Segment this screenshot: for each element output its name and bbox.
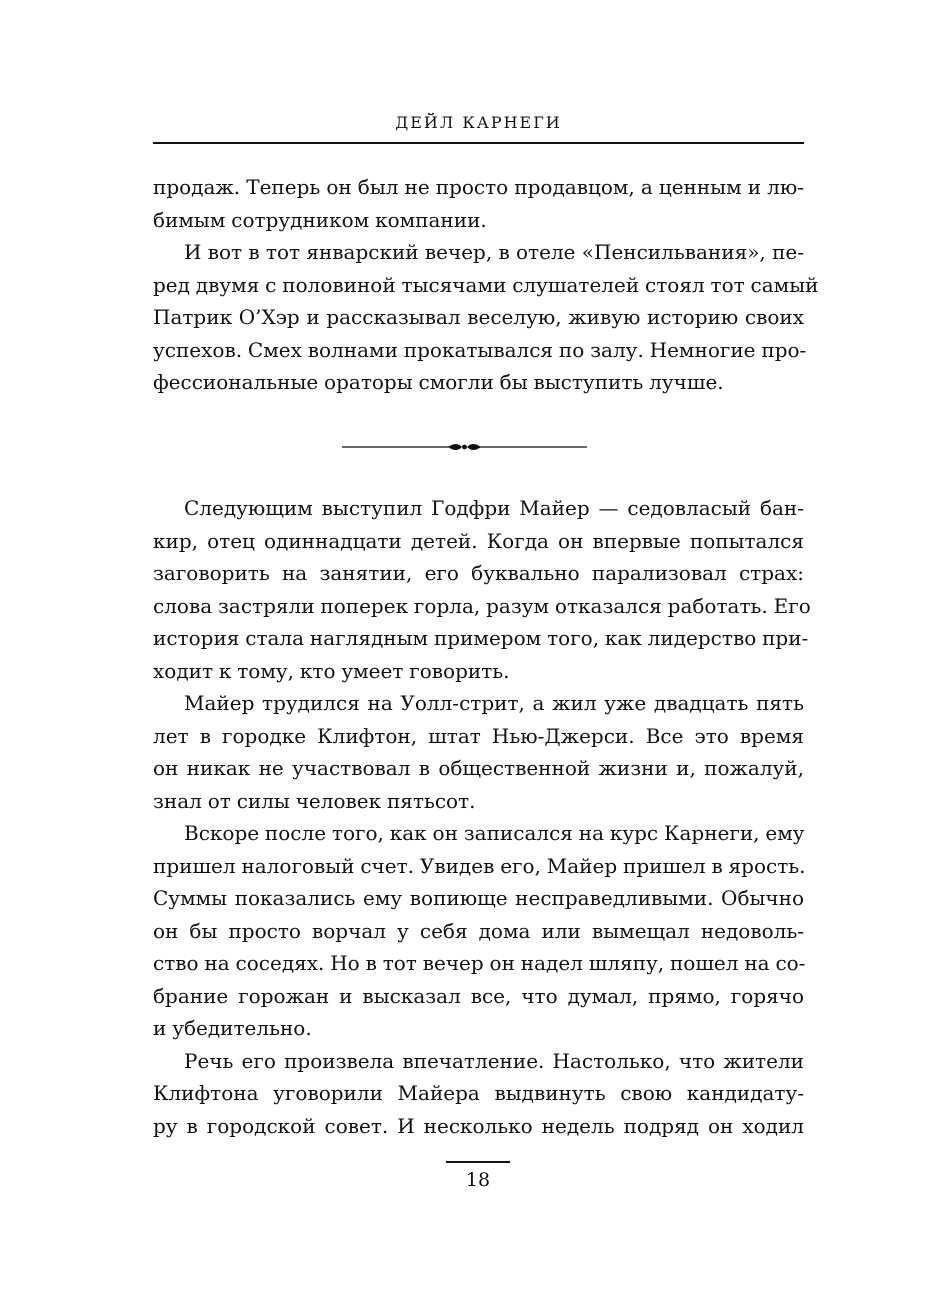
text-line: Майер трудился на Уолл-стрит, а жил уже двадцать пять	[184, 691, 804, 715]
text-line: он никак не участвовал в общественной жизни и, пожалуй,	[153, 756, 804, 780]
text-line: история стала наглядным примером того, как лидерство при-	[153, 626, 809, 650]
text-line: Клифтона уговорили Майера выдвинуть свою кандидату-	[153, 1081, 804, 1105]
text-line: брание горожан и высказал все, что думал, прямо, горячо	[153, 983, 804, 1008]
text-line: пришел налоговый счет. Увидев его, Майер пришел в ярость.	[153, 853, 806, 878]
text-line: ство на соседях. Но в тот вечер он надел шляпу, пошел на со-	[153, 951, 806, 975]
text-line: он бы просто ворчал у себя дома или вымещал недоволь-	[153, 918, 804, 943]
text-line: заговорить на занятии, его буквально парализовал страх:	[153, 561, 804, 585]
text-line: кир, отец одиннадцати детей. Когда он впервые попытался	[153, 528, 804, 553]
text-line: Следующим выступил Годфри Майер — седовласый бан-	[184, 496, 804, 520]
text-line: продаж. Теперь он был не просто продавцом, а ценным и лю-	[153, 175, 804, 199]
text-line: знал от силы человек пятьсот.	[153, 788, 476, 813]
running-header: ДЕЙЛ КАРНЕГИ	[395, 113, 562, 132]
text-line: ру в городской совет. И несколько недель подряд он ходил	[153, 1113, 804, 1138]
text-section-2	[153, 492, 811, 1142]
text-line: Речь его произвела впечатление. Настолько, что жители	[184, 1048, 804, 1073]
header-rule	[153, 142, 804, 144]
page-number: 18	[465, 1169, 491, 1191]
text-line: слова застряли поперек горла, разум отказался работать. Его	[153, 593, 811, 618]
text-line: Патрик О’Хэр и рассказывал веселую, живую историю своих	[153, 305, 804, 329]
text-line: Вскоре после того, как он записался на курс Карнеги, ему	[184, 821, 805, 845]
text-line: И вот в тот январский вечер, в отеле «Пенсильвания», пе-	[184, 240, 804, 264]
text-line: ред двумя с половиной тысячами слушателей стоял тот самый	[153, 272, 819, 297]
text-line: лет в городке Клифтон, штат Нью-Джерси. Все это время	[153, 723, 804, 748]
text-line: бимым сотрудником компании.	[153, 207, 487, 232]
text-line: Суммы показались ему вопиюще несправедливыми. Обычно	[153, 886, 804, 910]
text-line: ходит к тому, кто умеет говорить.	[153, 658, 510, 683]
text-section-1	[153, 171, 819, 399]
text-line: успехов. Смех волнами прокатывался по залу. Немногие про-	[153, 337, 807, 362]
text-line: и убедительно.	[153, 1016, 312, 1040]
ornamental-divider-icon	[342, 437, 587, 457]
text-line: фессиональные ораторы смогли бы выступить лучше.	[153, 370, 724, 394]
footer-rule	[446, 1161, 510, 1163]
